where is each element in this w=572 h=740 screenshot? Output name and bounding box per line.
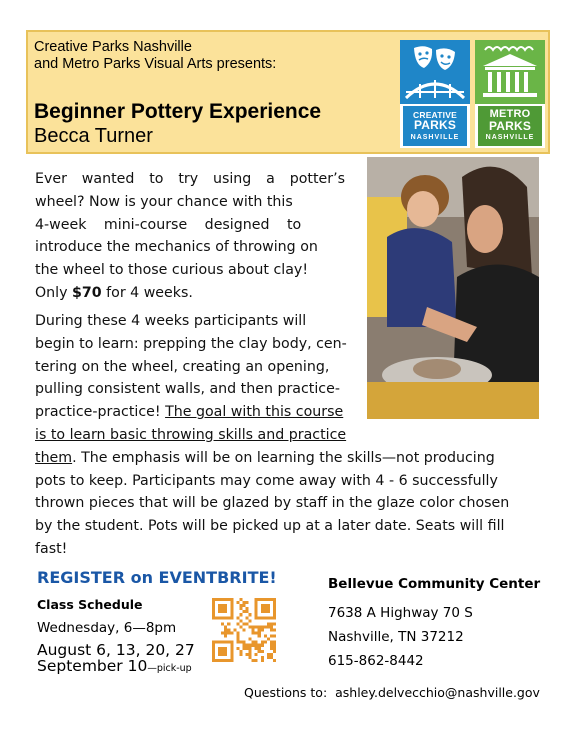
- venue-address-1: 7638 A Highway 70 S: [328, 605, 473, 621]
- qr-code-icon[interactable]: [212, 598, 276, 662]
- details-line-1: During these 4 weeks participants will: [35, 313, 307, 329]
- venue-address-2: Nashville, TN 37212: [328, 629, 464, 645]
- presenter-line-1: Creative Parks Nashville: [34, 39, 192, 55]
- schedule-title: Class Schedule: [37, 597, 143, 612]
- presenter-line-2: and Metro Parks Visual Arts presents:: [34, 56, 277, 72]
- pickup-note: —pick-up: [147, 663, 192, 674]
- details-line-11: fast!: [35, 540, 68, 557]
- parthenon-icon: [475, 40, 545, 104]
- instructor-name: Becca Turner: [34, 125, 153, 147]
- pickup-date: September 10: [37, 657, 148, 675]
- creative-parks-logo: [400, 40, 470, 148]
- metro-logo-word-2: PARKS: [488, 119, 532, 133]
- course-goal-highlight-3: them: [35, 449, 73, 466]
- qr-code-graphic: [212, 598, 276, 662]
- metro-logo-word-3: NASHVILLE: [485, 134, 535, 141]
- price-prefix: Only: [35, 284, 73, 301]
- details-line-4: pulling consistent walls, and then practice-: [35, 381, 340, 398]
- intro-line-3: 4-week mini-course designed to: [35, 216, 302, 233]
- intro-line-1: Ever wanted to try using a potter’s: [35, 171, 345, 187]
- metro-logo-word-1: METRO: [489, 108, 531, 120]
- details-paragraph: [35, 310, 535, 561]
- details-line-5-plain: practice-practice!: [35, 404, 166, 421]
- venue-phone[interactable]: 615-862-8442: [328, 653, 424, 669]
- creative-logo-word-2: PARKS: [413, 118, 457, 132]
- course-goal-highlight: The goal with this course: [165, 404, 344, 421]
- details-line-8: pots to keep. Participants may come away with 4 - 6 successfully: [35, 472, 498, 489]
- details-line-6: [35, 424, 535, 447]
- creative-logo-word-1: CREATIVE: [413, 110, 457, 120]
- details-line-7: [35, 447, 535, 470]
- theatre-masks-icon: [400, 40, 470, 104]
- intro-line-4: introduce the mechanics of throwing on: [35, 239, 318, 256]
- details-line-9: thrown pieces that will be glazed by staff in the glaze color chosen: [35, 495, 510, 512]
- schedule-day-time: Wednesday, 6—8pm: [37, 620, 177, 636]
- creative-logo-word-3: NASHVILLE: [410, 134, 460, 141]
- course-goal-highlight-2: is to learn basic throwing skills and practice: [35, 426, 347, 443]
- intro-line-2: wheel? Now is your chance with this: [35, 193, 293, 210]
- details-line-3: tering on the wheel, creating an opening,: [35, 358, 330, 375]
- schedule-dates-line-1: August 6, 13, 20, 27: [37, 641, 195, 659]
- contact-line: [244, 685, 540, 700]
- register-eventbrite-link[interactable]: REGISTER on EVENTBRITE!: [37, 568, 277, 587]
- event-title: Beginner Pottery Experience: [34, 100, 322, 123]
- contact-prefix: Questions to:: [244, 685, 336, 700]
- price-value: $70: [72, 284, 102, 301]
- details-line-10: by the student. Pots will be picked up at a later date. Seats will fill: [35, 518, 505, 535]
- metro-parks-logo: [475, 40, 545, 148]
- details-line-5: [35, 401, 535, 424]
- venue-info: [328, 575, 540, 673]
- schedule-dates-line-2: [37, 658, 195, 677]
- schedule-dates: [37, 642, 195, 677]
- contact-email-link[interactable]: ashley.delvecchio@nashville.gov: [335, 685, 540, 700]
- price-suffix: for 4 weeks.: [101, 284, 193, 301]
- header-banner: [26, 30, 550, 154]
- details-line-7-rest: . The emphasis will be on learning the skills—not producing: [72, 449, 495, 466]
- presenter-text: [34, 39, 276, 73]
- intro-line-5: the wheel to those curious about clay!: [35, 262, 309, 279]
- intro-price-line: [35, 282, 345, 305]
- details-line-2: begin to learn: prepping the clay body, cen-: [35, 335, 347, 352]
- intro-paragraph: [35, 168, 345, 305]
- venue-name: Bellevue Community Center: [328, 576, 541, 592]
